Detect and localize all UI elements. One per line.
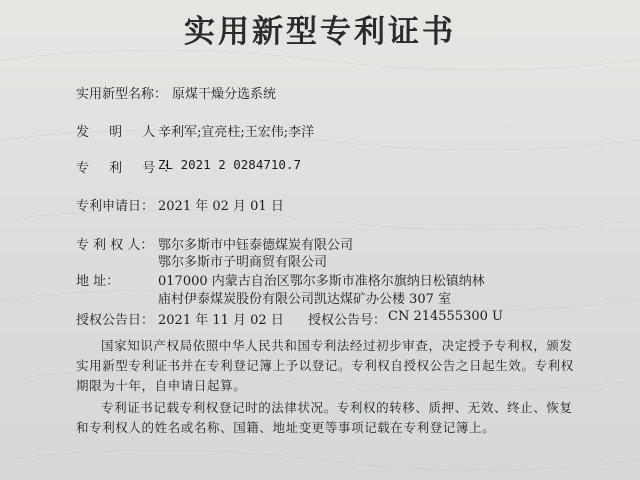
- patent-holder-label: 专 利 权 人：: [76, 238, 154, 253]
- patent-holder-value-2: 鄂尔多斯市子明商贸有限公司: [158, 255, 328, 270]
- legal-statement-paragraph: 国家知识产权局依照中华人民共和国专利法经过初步审查，决定授予专利权，颁发实用新型专利证书并在专利登记簿上予以登记。专利权自授权公告之日起生效。专利权期限为十年，自申请日起算。: [76, 338, 574, 393]
- utility-model-name-value: 原煤干燥分选系统: [172, 87, 277, 102]
- filing-date-value: 2021 年 02 月 01 日: [158, 199, 284, 214]
- grant-number-label: 授权公告号：: [308, 313, 387, 328]
- inventor-value: 辛利军;宣亮柱;王宏伟;李洋: [158, 125, 315, 140]
- utility-model-name-label: 实用新型名称：: [76, 87, 168, 102]
- patent-number-label: 专 利 号：: [76, 161, 185, 176]
- inventor-label: 发 明 人：: [76, 125, 185, 140]
- certificate-title: 实用新型专利证书: [184, 14, 456, 50]
- filing-date-label: 专利申请日：: [76, 199, 155, 214]
- patent-holder-value-1: 鄂尔多斯市中钰泰德煤炭有限公司: [158, 238, 354, 253]
- address-value-1: 017000 内蒙古自治区鄂尔多斯市准格尔旗纳日松镇纳林: [158, 274, 485, 289]
- legal-status-paragraph: 专利证书记载专利权登记时的法律状况。专利权的转移、质押、无效、终止、恢复和专利权人的姓名或名称、国籍、地址变更等事项记载在专利登记簿上。: [76, 400, 573, 435]
- grant-date-value: 2021 年 11 月 02 日: [158, 313, 284, 328]
- grant-date-label: 授权公告日：: [76, 313, 155, 328]
- address-label: 地 址：: [76, 274, 120, 289]
- grant-number-value: CN 214555300 U: [388, 309, 503, 324]
- patent-number-value: ZL 2021 2 0284710.7: [158, 157, 301, 172]
- address-value-2: 庙村伊泰煤炭股份有限公司凯达煤矿办公楼 307 室: [158, 292, 452, 307]
